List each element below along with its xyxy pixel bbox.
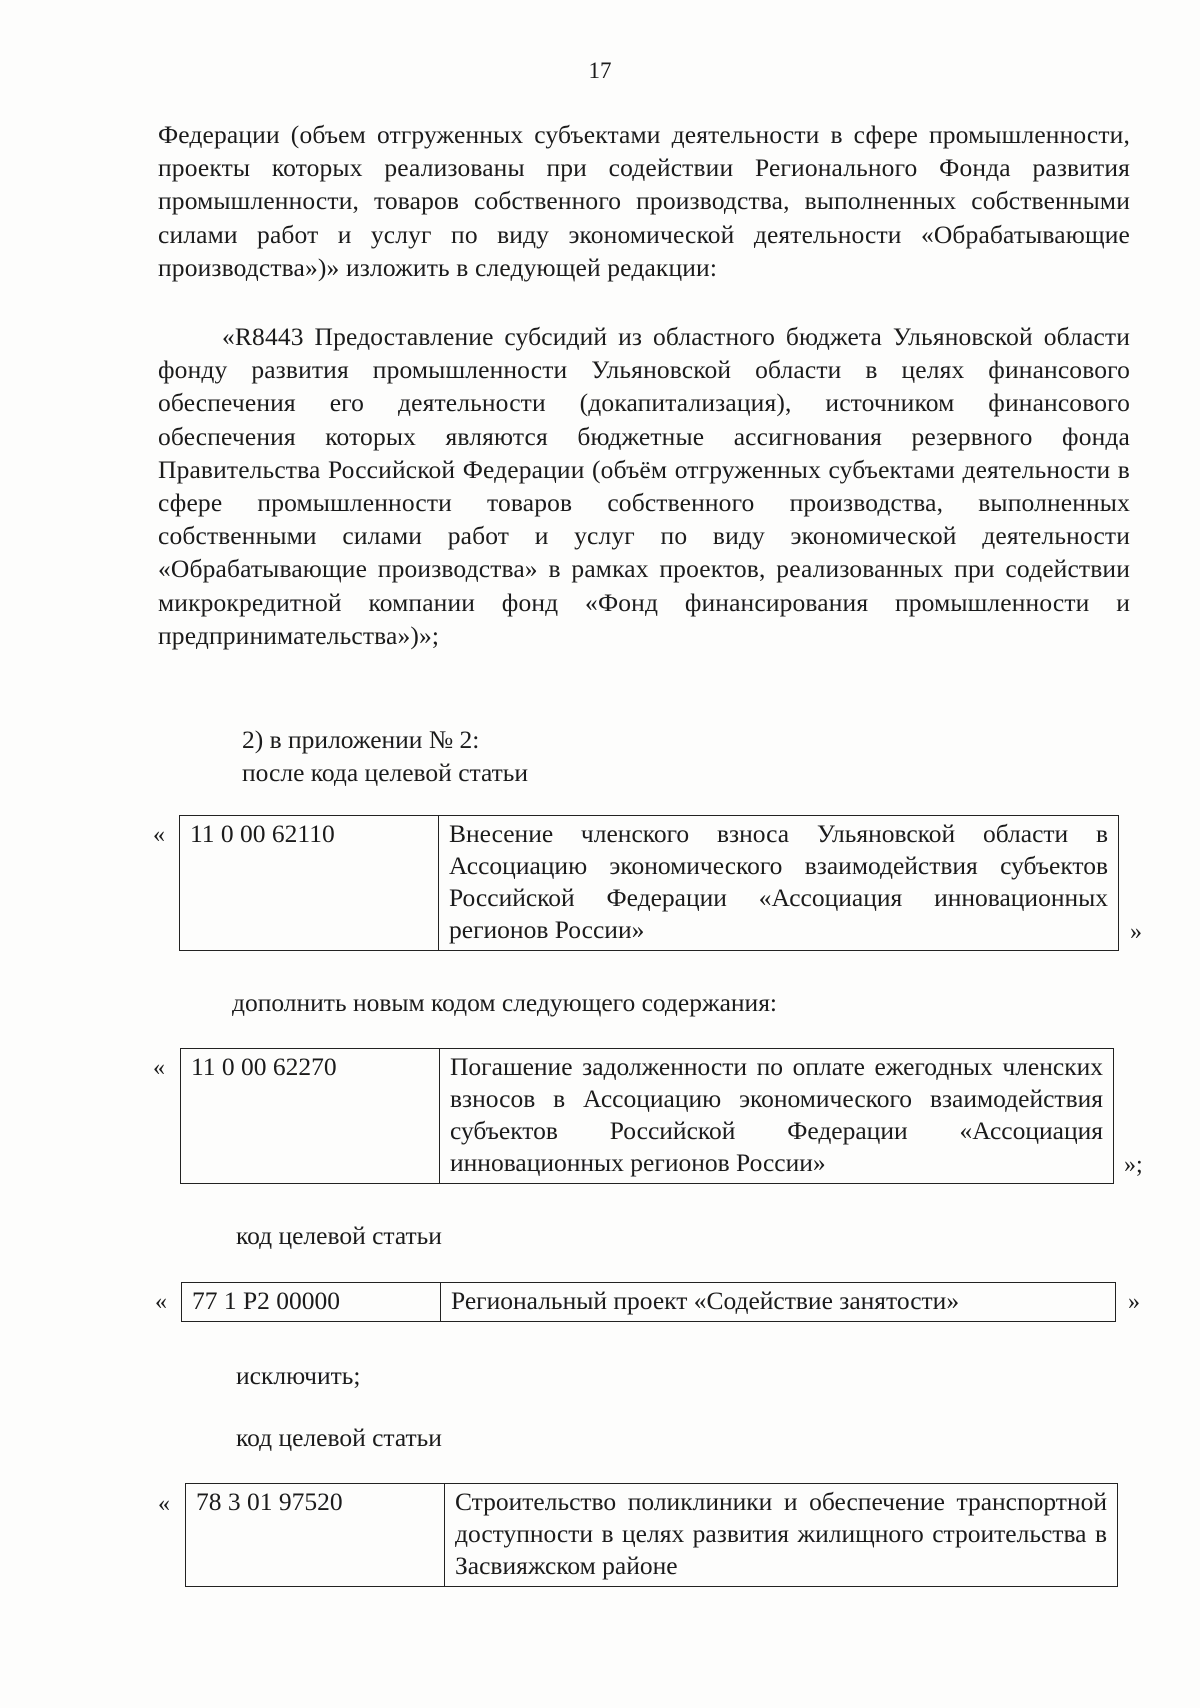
exclude-label: исключить; [236, 1361, 361, 1390]
code-cell: 78 3 01 97520 [186, 1484, 445, 1587]
open-quote: « [155, 1289, 167, 1315]
table-row [186, 1484, 1118, 1587]
close-quote: » [1128, 1289, 1140, 1315]
code-cell: 11 0 00 62110 [180, 816, 439, 951]
target-code-label-1: код целевой статьи [236, 1221, 442, 1250]
code-cell: 77 1 P2 00000 [182, 1283, 441, 1322]
code-table-2 [180, 1048, 1114, 1184]
code-table-4 [185, 1483, 1118, 1587]
code-table-3 [181, 1282, 1116, 1322]
close-quote-semicolon: »; [1124, 1152, 1143, 1178]
table-row [182, 1283, 1116, 1322]
open-quote: « [158, 1491, 170, 1517]
description-cell: Строительство поликлиники и обеспечение транспортной доступности в целях развития жилищного строительства в Засвияжском районе [445, 1484, 1118, 1587]
table-row [181, 1049, 1114, 1184]
open-quote: « [153, 822, 165, 848]
description-cell: Внесение членского взноса Ульяновской области в Ассоциацию экономического взаимодействия субъектов Российской Федерации «Ассоциация инновационных регионов России» [439, 816, 1119, 951]
section-2-heading: 2) в приложении № 2: [242, 725, 480, 754]
page-number: 17 [588, 58, 612, 83]
intro-paragraph-2: «R8443 Предоставление субсидий из областного бюджета Ульяновской области фонду развития промышленности Ульяновской области в целях финансового обеспечения его деятельности (докапитализация), источником финансового обеспечения которых являются бюджетные ассигнования резервного фонда Правительства Российской Федерации (объём отгруженных субъектами деятельности в сфере промышленности товаров собственного производства, выполненных собственными силами работ и услуг по виду экономической деятельности «Обрабатывающие производства» в рамках проектов, реализованных при содействии микрокредитной компании фонд «Фонд финансирования промышленности и предпринимательства»)»; [158, 322, 1130, 650]
intro-paragraph-1: Федерации (объем отгруженных субъектами деятельности в сфере промышленности, проекты которых реализованы при содействии Регионального Фонда развития промышленности, товаров собственного производства, выполненных собственными силами работ и услуг по виду экономической деятельности «Обрабатывающие производства»)» изложить в следующей редакции: [158, 120, 1130, 282]
supplement-label: дополнить новым кодом следующего содержания: [232, 988, 778, 1017]
target-code-label-2: код целевой статьи [236, 1423, 442, 1452]
after-code-label: после кода целевой статьи [242, 758, 529, 787]
code-cell: 11 0 00 62270 [181, 1049, 440, 1184]
description-cell: Погашение задолженности по оплате ежегодных членских взносов в Ассоциацию экономического взаимодействия субъектов Российской Федерации «Ассоциация инновационных регионов России» [440, 1049, 1114, 1184]
description-cell: Региональный проект «Содействие занятости» [441, 1283, 1116, 1322]
open-quote: « [153, 1055, 165, 1081]
close-quote: » [1130, 919, 1142, 945]
code-table-1 [179, 815, 1119, 951]
table-row [180, 816, 1119, 951]
